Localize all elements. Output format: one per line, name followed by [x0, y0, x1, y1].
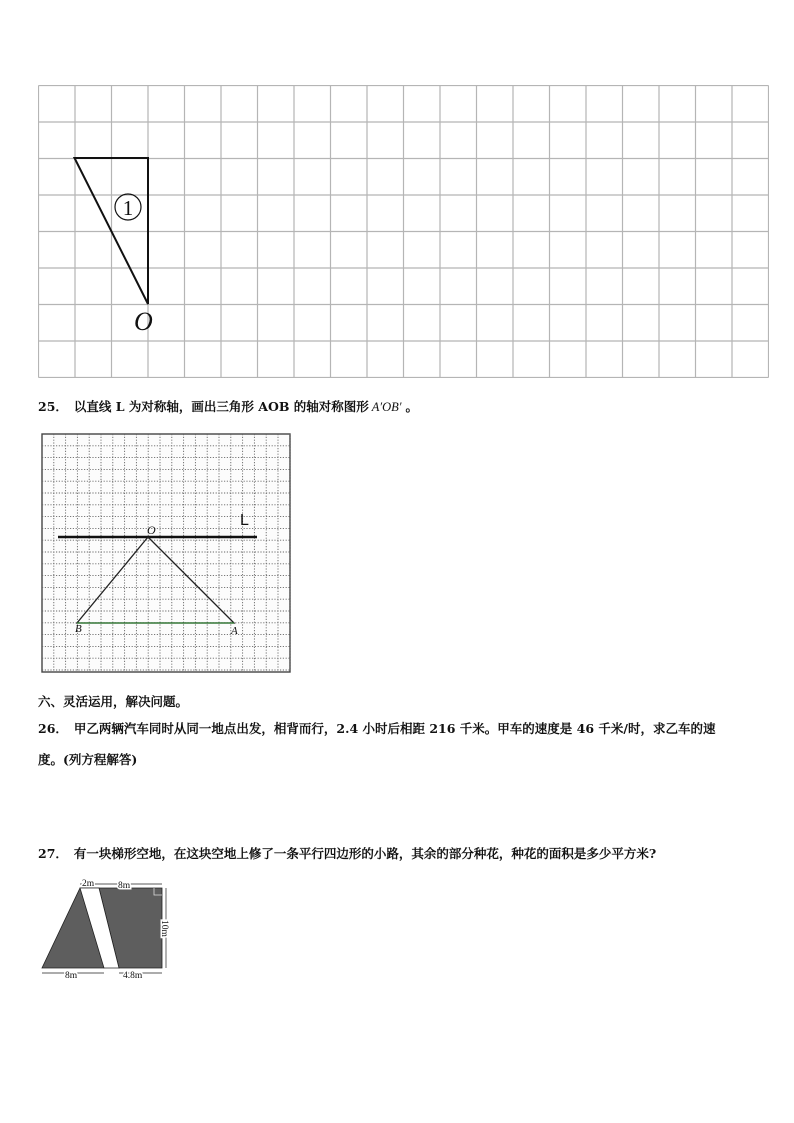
question-text: 甲乙两辆汽车同时从同一地点出发，相背而行，2.4 小时后相距 216 千米。甲车的速度是 46 千米/时，求乙车的速	[73, 721, 716, 736]
bottom-left-length-label: 8m	[65, 971, 78, 981]
question-number: 25．	[38, 399, 68, 414]
point-a-label: A	[231, 625, 238, 637]
path-top-width-label: 2m	[82, 879, 95, 889]
triangle-number-digit: 1	[122, 196, 134, 220]
grid-figure-triangle	[38, 85, 769, 378]
question-text: 有一块梯形空地，在这块空地上修了一条平行四边形的小路，其余的部分种花，种花的面积是多少平方米?	[73, 846, 657, 861]
question-25	[38, 397, 418, 415]
question-26-line2: 度。(列方程解答)	[38, 752, 138, 767]
question-number: 26．	[38, 721, 68, 736]
section-heading: 六、灵活运用，解决问题。	[38, 694, 189, 709]
question-number: 27．	[38, 846, 68, 861]
point-o-label: O	[147, 523, 156, 537]
question-26-line1	[38, 719, 715, 737]
trapezoid-path-figure	[38, 875, 178, 983]
height-label: 10m	[159, 920, 169, 937]
target-figure-name: A′OB′	[371, 400, 402, 414]
question-27	[38, 844, 656, 862]
point-b-label: B	[75, 623, 82, 635]
line-l-label: L	[240, 512, 249, 529]
point-o-label: O	[134, 307, 153, 336]
top-right-length-label: 8m	[118, 881, 131, 891]
dot-grid-figure-aob	[41, 433, 291, 673]
bottom-right-length-label: 4.8m	[123, 971, 143, 981]
question-text: 以直线 L 为对称轴，画出三角形 AOB 的轴对称图形	[73, 399, 369, 414]
sentence-end: 。	[405, 399, 419, 414]
